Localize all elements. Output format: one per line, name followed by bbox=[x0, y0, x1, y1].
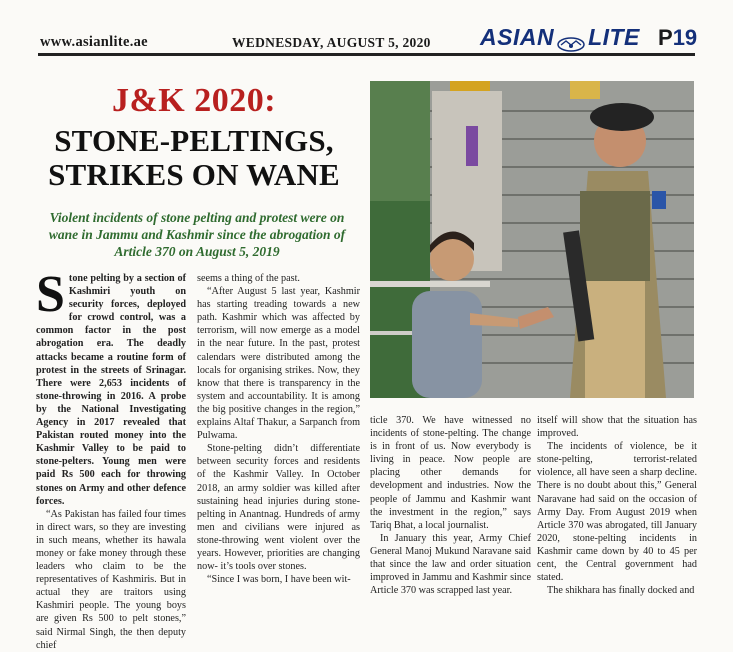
paragraph: The shikhara has finally docked and bbox=[547, 585, 695, 597]
logo-word-left: ASIAN bbox=[480, 24, 555, 50]
website-url: www.asianlite.ae bbox=[40, 34, 148, 50]
paragraph: Stone-pelting didn’t differentiate between security forces and residents of the Kashmir Valley. In October 2018, an army soldier was killed after sustaining head injuries during stone-pelting in Anantnag. Hundreds of army men and civilians were injured as stone-throwing went violent over the years. However, priorities are changing now- it’s tools over stones. bbox=[197, 443, 360, 573]
paragraph: “After August 5 last year, Kashmir has starting treading towards a new path. Kashmir which was affected by terrorism, will now emerge as a model in the near future. In the past, protest calendars were distributed among the locals for organising strikes. Now, they know that there is transparency in the system and accountability. It is among the big positive changes in the region,” explains Altaf Thakur, a Sarpanch from Pulwama. bbox=[197, 286, 360, 442]
paragraph: itself will show that the situation has improved. bbox=[537, 415, 697, 440]
paragraph: seems a thing of the past. bbox=[197, 273, 300, 284]
headline-line-2: STRIKES ON WANE bbox=[48, 157, 340, 192]
logo-word-right: LITE bbox=[588, 24, 640, 50]
column-1 bbox=[36, 266, 186, 652]
paragraph: The incidents of violence, be it stone-pelting, terrorist-related violence, all have seen a sharp decline. There is no doubt about this,” General Naravane had said on the occasion of Army Day. From August 2019 when Article 370 was abrogated, till January 2020, stone-pelting incidents in Kashmir came down by 40 to 45 per cent, the Central government had stated. bbox=[537, 441, 697, 584]
paragraph: In January this year, Army Chief General Manoj Mukund Naravane said that since the law and order situation improved in Jammu and Kashmir since Article 370 was scrapped last year. bbox=[370, 532, 531, 597]
headline-line-1: STONE-PELTINGS, bbox=[54, 123, 334, 158]
drop-cap: S bbox=[36, 266, 65, 323]
article-kicker: J&K 2020: bbox=[111, 82, 277, 119]
emblem-icon bbox=[557, 31, 585, 46]
paragraph: “Since I was born, I have been wit- bbox=[207, 574, 351, 586]
paragraph: “As Pakistan has failed four times in direct wars, so they are investing in such means, whether its hawala money or fake money through these leaders who claim to be the representatives of Kashmiris. But in actual they are traitors using Kashmiri people. The young boys are given Rs 500 to pelt stones,” said Nirmal Singh, the then deputy chief bbox=[36, 508, 186, 651]
header-rule bbox=[38, 53, 695, 56]
column-3 bbox=[370, 414, 531, 597]
column-2 bbox=[197, 272, 360, 586]
masthead-logo bbox=[480, 24, 640, 51]
lead-paragraph: Stone pelting by a section of Kashmiri youth on security forces, deployed for crowd control, was a common factor in the post abrogation era. The deadly attacks became a routine form of protest in the streets of Srinagar. There were 2,653 incidents of stone-throwing in 2016. A probe by the National Investigating Agency in 2017 revealed that Pakistan routed money into the Kashmir Valley to be paid to stone-pelters. Young men were paid Rs 500 each for throwing stones on Army and other defence forces. bbox=[36, 266, 186, 507]
column-4 bbox=[537, 414, 697, 597]
photo-illustration bbox=[370, 81, 694, 398]
page-number: P19 bbox=[658, 25, 698, 50]
article-deck: Violent incidents of stone pelting and protest were on wane in Jammu and Kashmir since the abrogation of Article 370 on August 5, 2019 bbox=[48, 210, 346, 259]
article-photo bbox=[370, 81, 694, 398]
issue-date: WEDNESDAY, AUGUST 5, 2020 bbox=[232, 35, 431, 50]
article-headline bbox=[30, 124, 358, 192]
paragraph: ticle 370. We have witnessed no incidents of stone-pelting. The change is in front of us. Now everybody is living in peace. Now people are placing other demands for development and industries. Now the people of Jammu and Kashmir want the investment in the region,” says Tariq Bhat, a local journalist. bbox=[370, 415, 531, 531]
